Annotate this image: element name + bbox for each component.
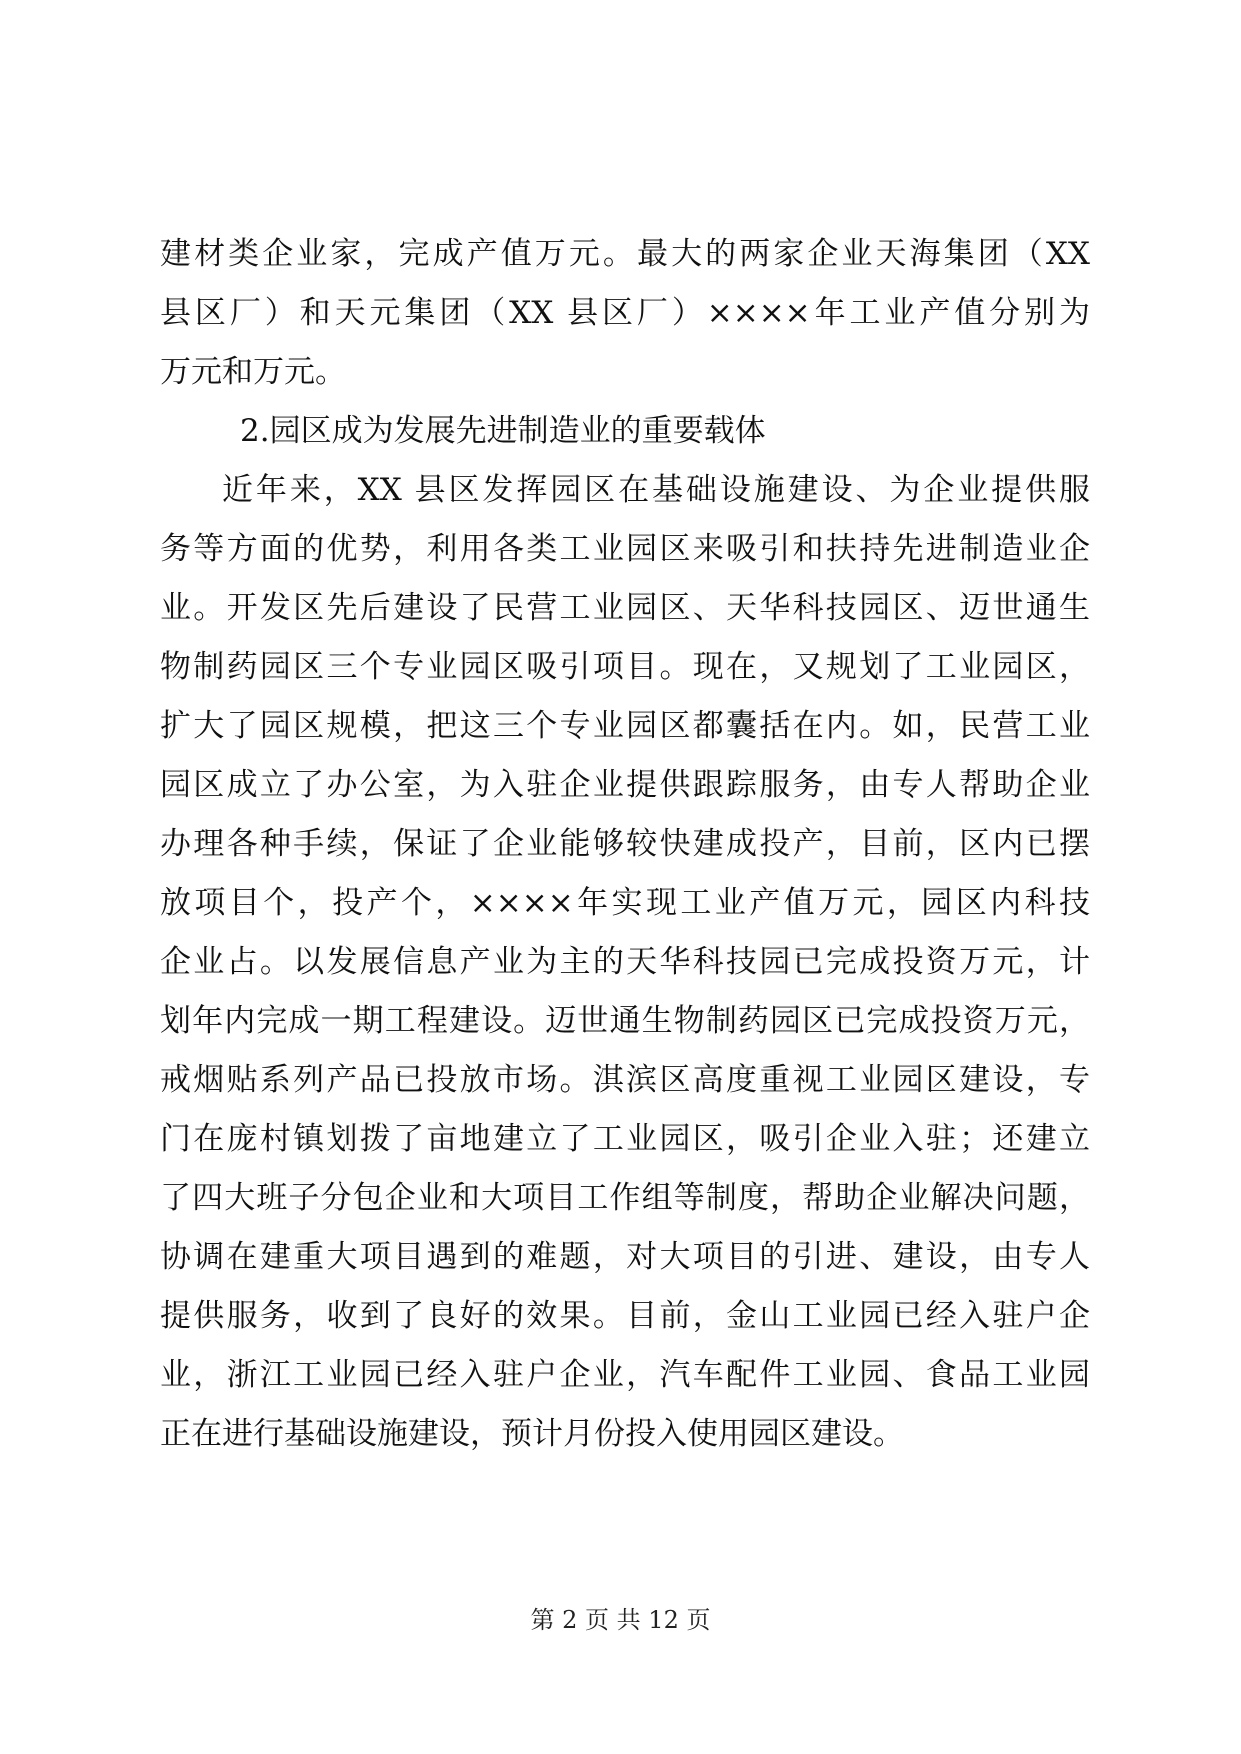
- paragraph-line: 划年内完成一期工程建设。迈世通生物制药园区已完成投资万元，: [160, 1003, 1090, 1039]
- document-body: [160, 225, 1090, 1464]
- paragraph-line: 提供服务，收到了良好的效果。目前，金山工业园已经入驻户企: [160, 1298, 1090, 1334]
- paragraph-line: 万元和万元。: [160, 354, 346, 390]
- paragraph-line: 业。开发区先后建设了民营工业园区、天华科技园区、迈世通生: [160, 590, 1090, 626]
- paragraph-line: 正在进行基础设施建设，预计月份投入使用园区建设。: [160, 1416, 904, 1452]
- paragraph-line: 办理各种手续，保证了企业能够较快建成投产，目前，区内已摆: [160, 826, 1090, 862]
- paragraph-line: 门在庞村镇划拨了亩地建立了工业园区，吸引企业入驻；还建立: [160, 1121, 1090, 1157]
- paragraph-line: 放项目个，投产个，××××年实现工业产值万元，园区内科技: [160, 885, 1090, 921]
- page-footer: 第 2 页 共 12 页: [530, 1606, 711, 1634]
- paragraph-line: 协调在建重大项目遇到的难题，对大项目的引进、建设，由专人: [160, 1239, 1090, 1275]
- paragraph-line: 扩大了园区规模，把这三个专业园区都囊括在内。如，民营工业: [160, 708, 1090, 744]
- paragraph-line: 业，浙江工业园已经入驻户企业，汽车配件工业园、食品工业园: [160, 1357, 1090, 1393]
- paragraph-line: 务等方面的优势，利用各类工业园区来吸引和扶持先进制造业企: [160, 531, 1090, 567]
- paragraph-line: 近年来，XX 县区发挥园区在基础设施建设、为企业提供服: [222, 472, 1090, 508]
- paragraph-line: 企业占。以发展信息产业为主的天华科技园已完成投资万元，计: [160, 944, 1090, 980]
- paragraph-line: 戒烟贴系列产品已投放市场。淇滨区高度重视工业园区建设，专: [160, 1062, 1090, 1098]
- paragraph-line: 建材类企业家，完成产值万元。最大的两家企业天海集团（XX: [160, 236, 1090, 272]
- paragraph-line: 了四大班子分包企业和大项目工作组等制度，帮助企业解决问题，: [160, 1180, 1090, 1216]
- paragraph-line: 县区厂）和天元集团（XX 县区厂）××××年工业产值分别为: [160, 295, 1090, 331]
- section-heading: 2.园区成为发展先进制造业的重要载体: [240, 413, 766, 449]
- paragraph-line: 物制药园区三个专业园区吸引项目。现在，又规划了工业园区，: [160, 649, 1090, 685]
- paragraph-line: 园区成立了办公室，为入驻企业提供跟踪服务，由专人帮助企业: [160, 767, 1090, 803]
